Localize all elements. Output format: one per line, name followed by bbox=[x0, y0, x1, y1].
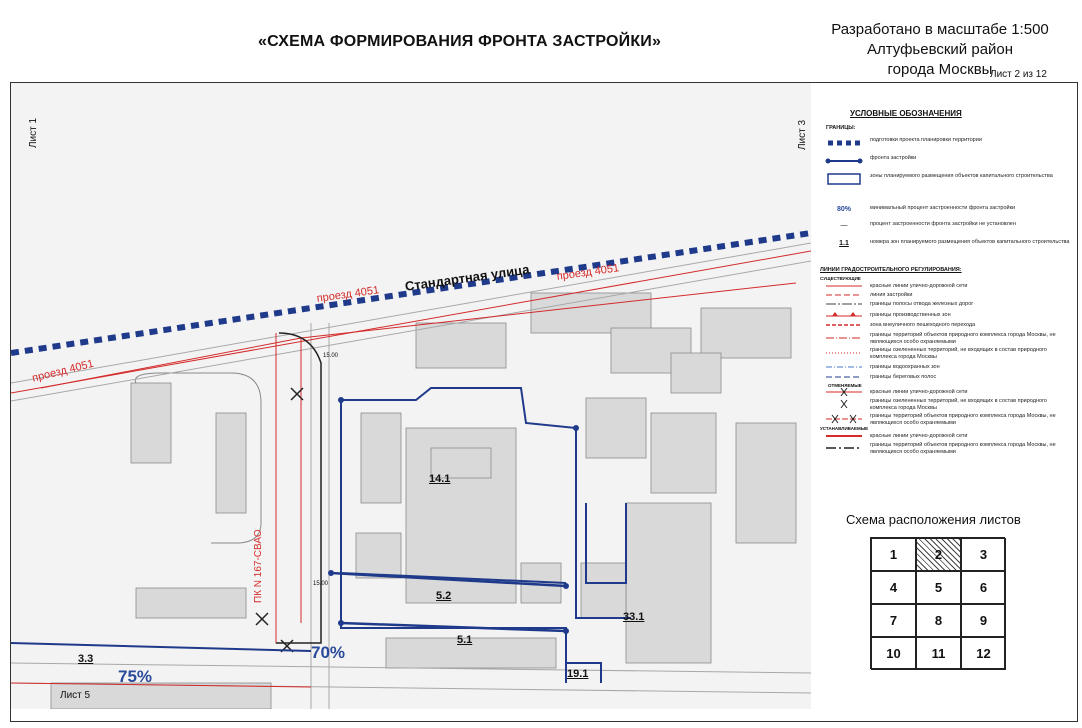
sheet-cell-8[interactable]: 8 bbox=[916, 604, 961, 637]
legend-reg-item: границы территорий объектов природного комплекса города Москвы, не являющихся особо охраняемыми bbox=[870, 332, 1056, 345]
cancel-marks bbox=[256, 388, 303, 652]
dimension-label-1: 15.00 bbox=[323, 353, 339, 359]
page-title: «СХЕМА ФОРМИРОВАНИЯ ФРОНТА ЗАСТРОЙКИ» bbox=[258, 33, 662, 50]
legend-reg-item: красные линии улично-дорожной сети bbox=[870, 283, 968, 289]
zone-label-33-1[interactable]: 33.1 bbox=[623, 611, 645, 623]
legend-reg-item: границы береговых полос bbox=[870, 374, 937, 380]
percent-label-70: 70% bbox=[311, 643, 346, 662]
dimension-label-2: 15.00 bbox=[313, 581, 329, 587]
vertical-label: ПК N 167-СВАО bbox=[253, 529, 264, 603]
legend-reg-item: границы полосы отвода железных дорог bbox=[870, 301, 974, 307]
sheet-cell-2-active[interactable]: 2 bbox=[916, 538, 961, 571]
legend-borders-label: ГРАНИЦЫ: bbox=[826, 125, 856, 131]
legend-heading: УСЛОВНЫЕ ОБОЗНАЧЕНИЯ bbox=[850, 109, 962, 118]
zone-label-3-3[interactable]: 3.3 bbox=[78, 653, 94, 665]
passage-label-3: проезд 4051 bbox=[31, 357, 95, 385]
bottom-boundary bbox=[11, 643, 311, 651]
sheet-grid bbox=[870, 537, 1005, 669]
zone-label-5-1[interactable]: 5.1 bbox=[457, 634, 473, 646]
district-line: Алтуфьевский район bbox=[866, 41, 1014, 58]
city-line: города Москвы bbox=[887, 61, 993, 78]
legend-item: подготовки проекта планировки территории bbox=[870, 137, 982, 143]
sheet-cell-7[interactable]: 7 bbox=[871, 604, 916, 637]
passage-label-2: проезд 4051 bbox=[556, 262, 620, 283]
pedestrian-zone bbox=[276, 333, 321, 643]
legend-item: 80% минимальный процент застроенности фронта застройки bbox=[836, 205, 1016, 213]
legend-reg-item: границы озелененных территорий, не входящих в состав природного комплекса города Москвы bbox=[870, 347, 1047, 360]
legend-reg-item: границы территорий объектов природного комплекса города Москвы, не являющихся особо охраняемыми bbox=[824, 412, 1074, 426]
sheet-cell-4[interactable]: 4 bbox=[871, 571, 916, 604]
sheet-cell-12[interactable]: 12 bbox=[961, 637, 1006, 670]
legend-canceled-label: ОТМЕНЯЕМЫЕ bbox=[828, 383, 862, 388]
legend-reg-item: границы озелененных территорий, не входящих в состав природного комплекса города Москвы bbox=[824, 397, 1074, 411]
map-svg bbox=[11, 83, 811, 709]
legend-item: — процент застроенности фронта застройки не установлен bbox=[840, 221, 1016, 229]
legend-reg-item: линия застройки bbox=[870, 292, 913, 298]
legend-reg-item: границы водоохранных зон bbox=[870, 364, 940, 370]
percent-label-75: 75% bbox=[118, 667, 153, 686]
sheet-cell-9[interactable]: 9 bbox=[961, 604, 1006, 637]
legend-reg-heading: ЛИНИИ ГРАДОСТРОИТЕЛЬНОГО РЕГУЛИРОВАНИЯ: bbox=[820, 267, 962, 273]
legend-item: фронта застройки bbox=[824, 154, 1074, 168]
sheet-bottom-label[interactable]: Лист 5 bbox=[60, 690, 91, 701]
legend-existing-label: СУЩЕСТВУЮЩИЕ bbox=[820, 276, 861, 281]
zone-label-14-1[interactable]: 14.1 bbox=[429, 473, 451, 485]
legend-reg-item: зона внеуличного пешеходного перехода bbox=[870, 322, 976, 328]
legend-reg-item: границы производственных зон bbox=[824, 311, 1074, 319]
zone-label-5-2[interactable]: 5.2 bbox=[436, 590, 452, 602]
legend-item: зоны планируемого размещения объектов капитального строительства bbox=[824, 172, 1074, 186]
legend-established-label: УСТАНАВЛИВАЕМЫЕ bbox=[820, 426, 869, 431]
sheet-grid-title: Схема расположения листов bbox=[846, 512, 1021, 527]
street-name: Стандартная улица bbox=[404, 261, 531, 294]
zone-label-19-1[interactable]: 19.1 bbox=[567, 668, 589, 680]
sheet-cell-6[interactable]: 6 bbox=[961, 571, 1006, 604]
sheet-cell-11[interactable]: 11 bbox=[916, 637, 961, 670]
legend-reg-item: красные линии улично-дорожной сети bbox=[870, 433, 968, 439]
sheet-cell-3[interactable]: 3 bbox=[961, 538, 1006, 571]
passage-label-1: проезд 4051 bbox=[316, 284, 380, 305]
legend-reg-item: границы территорий объектов природного комплекса города Москвы, не являющихся особо охраняемыми bbox=[870, 442, 1056, 455]
sheet-number: Лист 2 из 12 bbox=[990, 69, 1047, 80]
sheet-cell-5[interactable]: 5 bbox=[916, 571, 961, 604]
legend-item: 1.1 номера зон планируемого размещения объектов капитального строительства bbox=[839, 239, 1070, 247]
legend-panel bbox=[814, 100, 1076, 510]
map-canvas[interactable] bbox=[11, 83, 811, 709]
sheet-cell-1[interactable]: 1 bbox=[871, 538, 916, 571]
sheet-left-label[interactable]: Лист 1 bbox=[28, 117, 39, 148]
legend-reg-item: красные линии улично-дорожной сети bbox=[824, 388, 1074, 396]
sheet-cell-10[interactable]: 10 bbox=[871, 637, 916, 670]
scale-line: Разработано в масштабе 1:500 bbox=[831, 21, 1049, 38]
sheet-right-label[interactable]: Лист 3 bbox=[797, 119, 808, 150]
